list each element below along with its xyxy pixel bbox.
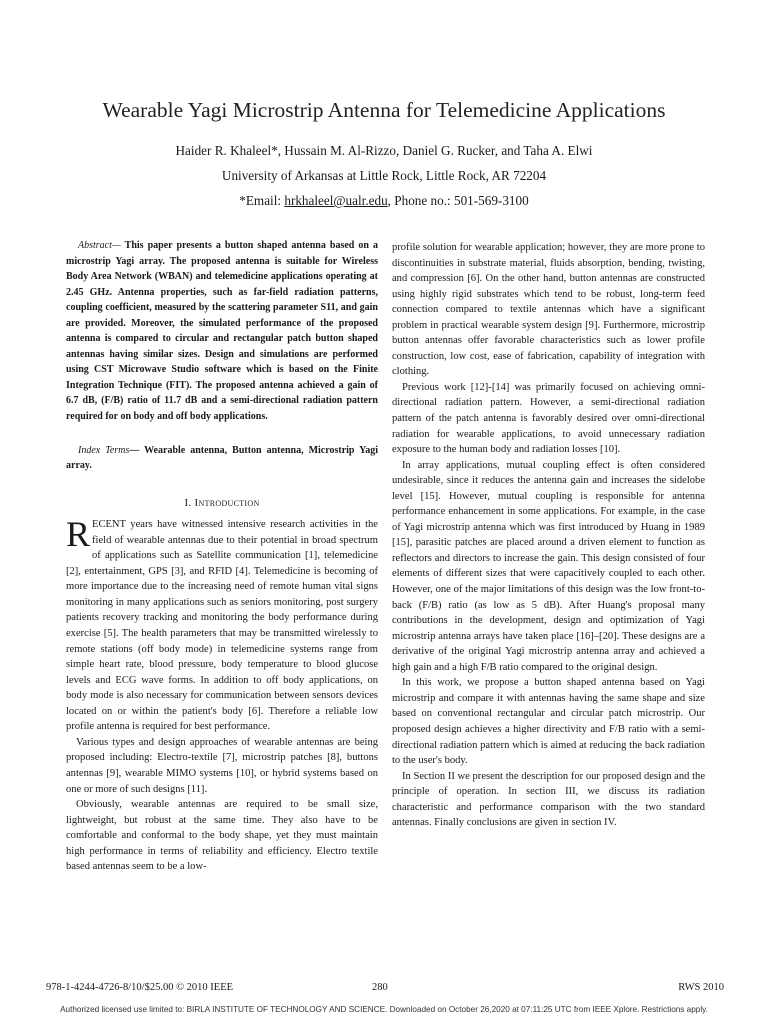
abstract: [66, 238, 378, 425]
email-link[interactable]: hrkhaleel@ualr.edu: [284, 193, 388, 208]
index-terms-text: — Wearable antenna, Button antenna, Microstrip Yagi array.: [66, 444, 378, 472]
right-column: [392, 240, 705, 831]
abstract-text: This paper presents a button shaped antenna based on a microstrip Yagi array. The proposed antenna is suitable for Wireless Body Area Network (WBAN) and telemedicine applications operating at 2.45 GHz. Antenna properties, such as far-field radiation patterns, coupling coefficient, measured by the scattering parameter S11, and gain are provided. Moreover, the simulated performance of the proposed antenna is compared to circular and rectangular patch button shaped antennas having similar sizes. Design and simulations are performed using CST Microwave Studio software which is based on the Finite Integration Technique (FIT). The proposed antenna achieved a gain of 6.7 dB, (F/B) ratio of 11.7 dB and a semi-directional radiation pattern required for on body and off body applications.: [66, 240, 378, 423]
section-heading-introduction: I. Introduction: [184, 496, 260, 509]
paper-title: Wearable Yagi Microstrip Antenna for Telemedicine Applications: [102, 98, 666, 122]
index-terms: [66, 443, 378, 474]
page-number: 280: [372, 982, 388, 993]
right-paragraph-5: In Section II we present the description for our proposed design and the principle of operation. In section III, we discuss its radiation characteristic and performance comparison with the two standard antennas. Finally conclusions are given in section IV.: [392, 770, 705, 829]
intro-paragraph-2: Various types and design approaches of wearable antennas are being proposed including: Electro-textile [7], microstrip patches [8], buttons antennas [9], wearable MIMO systems [10], or hybrid systems based on one or more of such designs [11].: [66, 736, 378, 795]
footer-isbn: 978-1-4244-4726-8/10/$25.00 © 2010 IEEE: [46, 982, 234, 993]
right-paragraph-2: Previous work [12]-[14] was primarily focused on achieving omni-directional radiation pattern. However, a semi-directional radiation pattern of the patch antenna is favorably desired over omni-directional radiation for wearable applications, to avoid unnecessary radiation exposure to the human body and radiation losses [10].: [392, 381, 705, 456]
author-list: Haider R. Khaleel*, Hussain M. Al-Rizzo, Daniel G. Rucker, and Taha A. Elwi: [175, 143, 593, 158]
left-column: [66, 238, 378, 875]
conference-name: RWS 2010: [678, 982, 724, 993]
intro-paragraph-3: Obviously, wearable antennas are required to be small size, lightweight, but robust at the same time. They also have to be comfortable and conformal to the body shape, yet they must maintain high performance in terms of reliability and efficiency. Electro textile based antennas seem to be a low-: [66, 799, 378, 873]
right-paragraph-4: In this work, we propose a button shaped antenna based on Yagi microstrip and compare it with antennas having the same shape and size based on conventional rectangular and circular patch microstrip. Our proposed design achieves a higher directivity and F/B ratio with a semi-directional radiation pattern which is aimed at reducing the back radiation to the user's body.: [392, 677, 705, 767]
intro-paragraph-1: [66, 514, 378, 735]
email-prefix: *Email:: [239, 193, 285, 208]
index-terms-label: Index Terms: [78, 444, 130, 456]
phone-number: , Phone no.: 501-569-3100: [387, 193, 529, 208]
intro-paragraph-1-text: ECENT years have witnessed intensive research activities in the field of wearable antennas due to their potential in broad spectrum of applications such as Satellite communication [1], telemedicine [2], entertainment, GPS [3], and RFID [4]. Telemedicine is becoming of more importance due to the increasing need of remote human vital signs monitoring in many applications such as seniors monitoring, post surgery patients recovery tracking and monitoring the body performance during exercise [5]. The health parameters that may be transmitted wirelessly to remote stations (off body mode) in telemedicine systems range from simple heart rate, blood pressure, body temperature to blood glucose levels and ECG wave forms. In addition to off body applications, on body mode is also necessary for communication between sensors devices located on or within the patient's body [6]. Therefore a reliable low profile antenna is required for best performance.: [66, 519, 378, 733]
drop-cap: R: [66, 514, 91, 555]
license-notice: Authorized licensed use limited to: BIRLA INSTITUTE OF TECHNOLOGY AND SCIENCE. Downloaded on October 26,2020 at 07:11:25 UTC from IEEE Xplore. Restrictions apply.: [60, 1005, 708, 1014]
affiliation: University of Arkansas at Little Rock, Little Rock, AR 72204: [221, 168, 547, 183]
right-paragraph-3: In array applications, mutual coupling effect is often considered undesirable, since it reduces the antenna gain and increases the sidelobe level [15]. However, mutual coupling is responsible for antenna performance enhancement in some applications. For example, in the case of Yagi microstrip antenna which was first introduced by Huang in 1989 [15], parasitic patches are placed around a driven element to function as reflectors and directors to increase the gain. This design consisted of four elements of different sizes that were capacitively coupled to each other. However, one of the major limitations of this design was the low front-to-back (F/B) ratio (as low as 5 dB). After Huang's proposal many contributions in the development, design and optimization of Yagi microstrip antenna arrays have taken place [16]–[20]. These designs are a derivative of the original Yagi microstrip antenna array and achieved a high gain and a high F/B ratio compared to the original design.: [392, 459, 705, 673]
abstract-label: Abstract—: [78, 240, 121, 251]
contact-line: [0, 193, 768, 209]
right-paragraph-1: profile solution for wearable application; however, they are more prone to discontinuities in substrate material, fluids absorption, bending, twisting, and compression [6]. On the other hand, button antennas are constructed using highly rigid substrates which tend to be robust, long-term feed connection compared to textile antennas which have a significant problem in practical wearable system design [9]. Furthermore, microstrip button antennas offer favorable characteristics such as lower profile construction, low cost, ease of fabrication, capability of integration with clothing.: [392, 242, 705, 378]
